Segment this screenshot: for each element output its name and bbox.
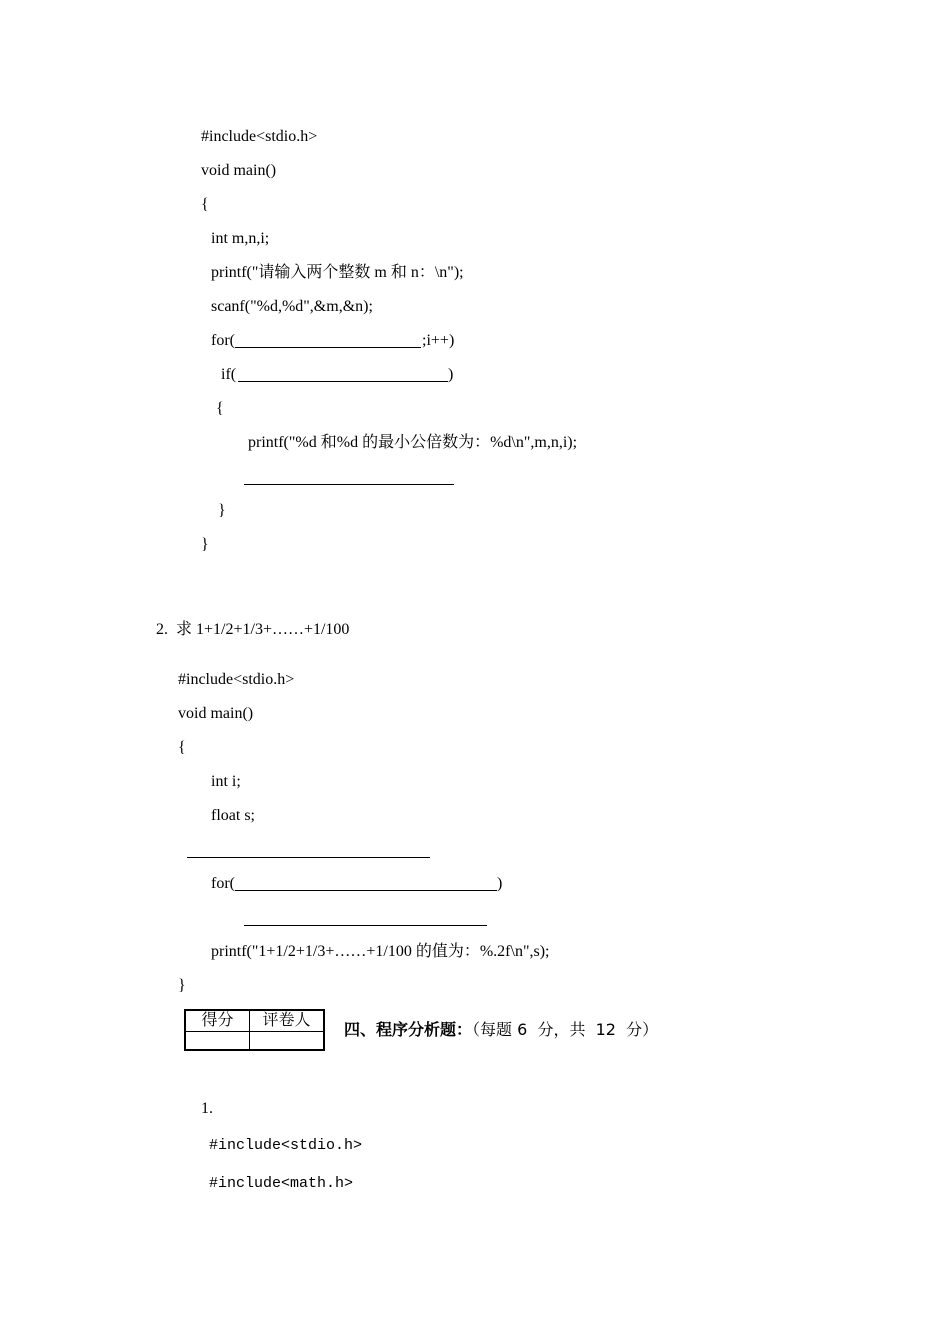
- code-line: ): [497, 875, 503, 892]
- fill-in-blank: [244, 484, 454, 485]
- code-line: for(: [211, 332, 235, 349]
- fill-in-blank: [244, 925, 487, 926]
- fill-in-blank: [235, 347, 421, 348]
- score-table: [184, 1009, 325, 1051]
- code-line: for(: [211, 875, 235, 892]
- code-line: #include<stdio.h>: [201, 128, 318, 145]
- code-line: ;i++): [422, 332, 455, 349]
- question-heading: 2. 求 1+1/2+1/3+……+1/100: [156, 621, 350, 638]
- code-line: #include<math.h>: [209, 1175, 354, 1192]
- code-line: printf("请输入两个整数 m 和 n：\n");: [211, 264, 464, 281]
- code-line: {: [216, 400, 224, 417]
- code-line: if(: [221, 366, 237, 383]
- fill-in-blank: [187, 857, 430, 858]
- code-line: }: [201, 536, 209, 553]
- code-line: }: [178, 977, 186, 994]
- code-line: int i;: [211, 773, 241, 790]
- section-points-note: （每题 6 分，共 12 分）: [472, 1020, 659, 1039]
- section-title-text: 四、程序分析题：: [344, 1020, 473, 1039]
- code-line: scanf("%d,%d",&m,&n);: [211, 298, 373, 315]
- code-line: {: [178, 739, 186, 756]
- code-line: int m,n,i;: [211, 230, 270, 247]
- question-number: 1.: [201, 1100, 213, 1117]
- code-line: float s;: [211, 807, 255, 824]
- code-line: #include<stdio.h>: [209, 1137, 363, 1154]
- fill-in-blank: [238, 381, 448, 382]
- code-line: {: [201, 196, 209, 213]
- code-line: void main(): [201, 162, 277, 179]
- fill-in-blank: [235, 890, 497, 891]
- grader-label: 评卷人: [262, 1012, 311, 1029]
- code-line: ): [448, 366, 454, 383]
- code-line: printf("1+1/2+1/3+……+1/100 的值为：%.2f\n",s);: [211, 943, 550, 960]
- code-line: void main(): [178, 705, 254, 722]
- code-line: printf("%d 和%d 的最小公倍数为：%d\n",m,n,i);: [248, 434, 578, 451]
- code-line: #include<stdio.h>: [178, 671, 295, 688]
- code-line: }: [218, 502, 226, 519]
- section-title: [344, 1020, 658, 1040]
- score-label: 得分: [201, 1012, 234, 1029]
